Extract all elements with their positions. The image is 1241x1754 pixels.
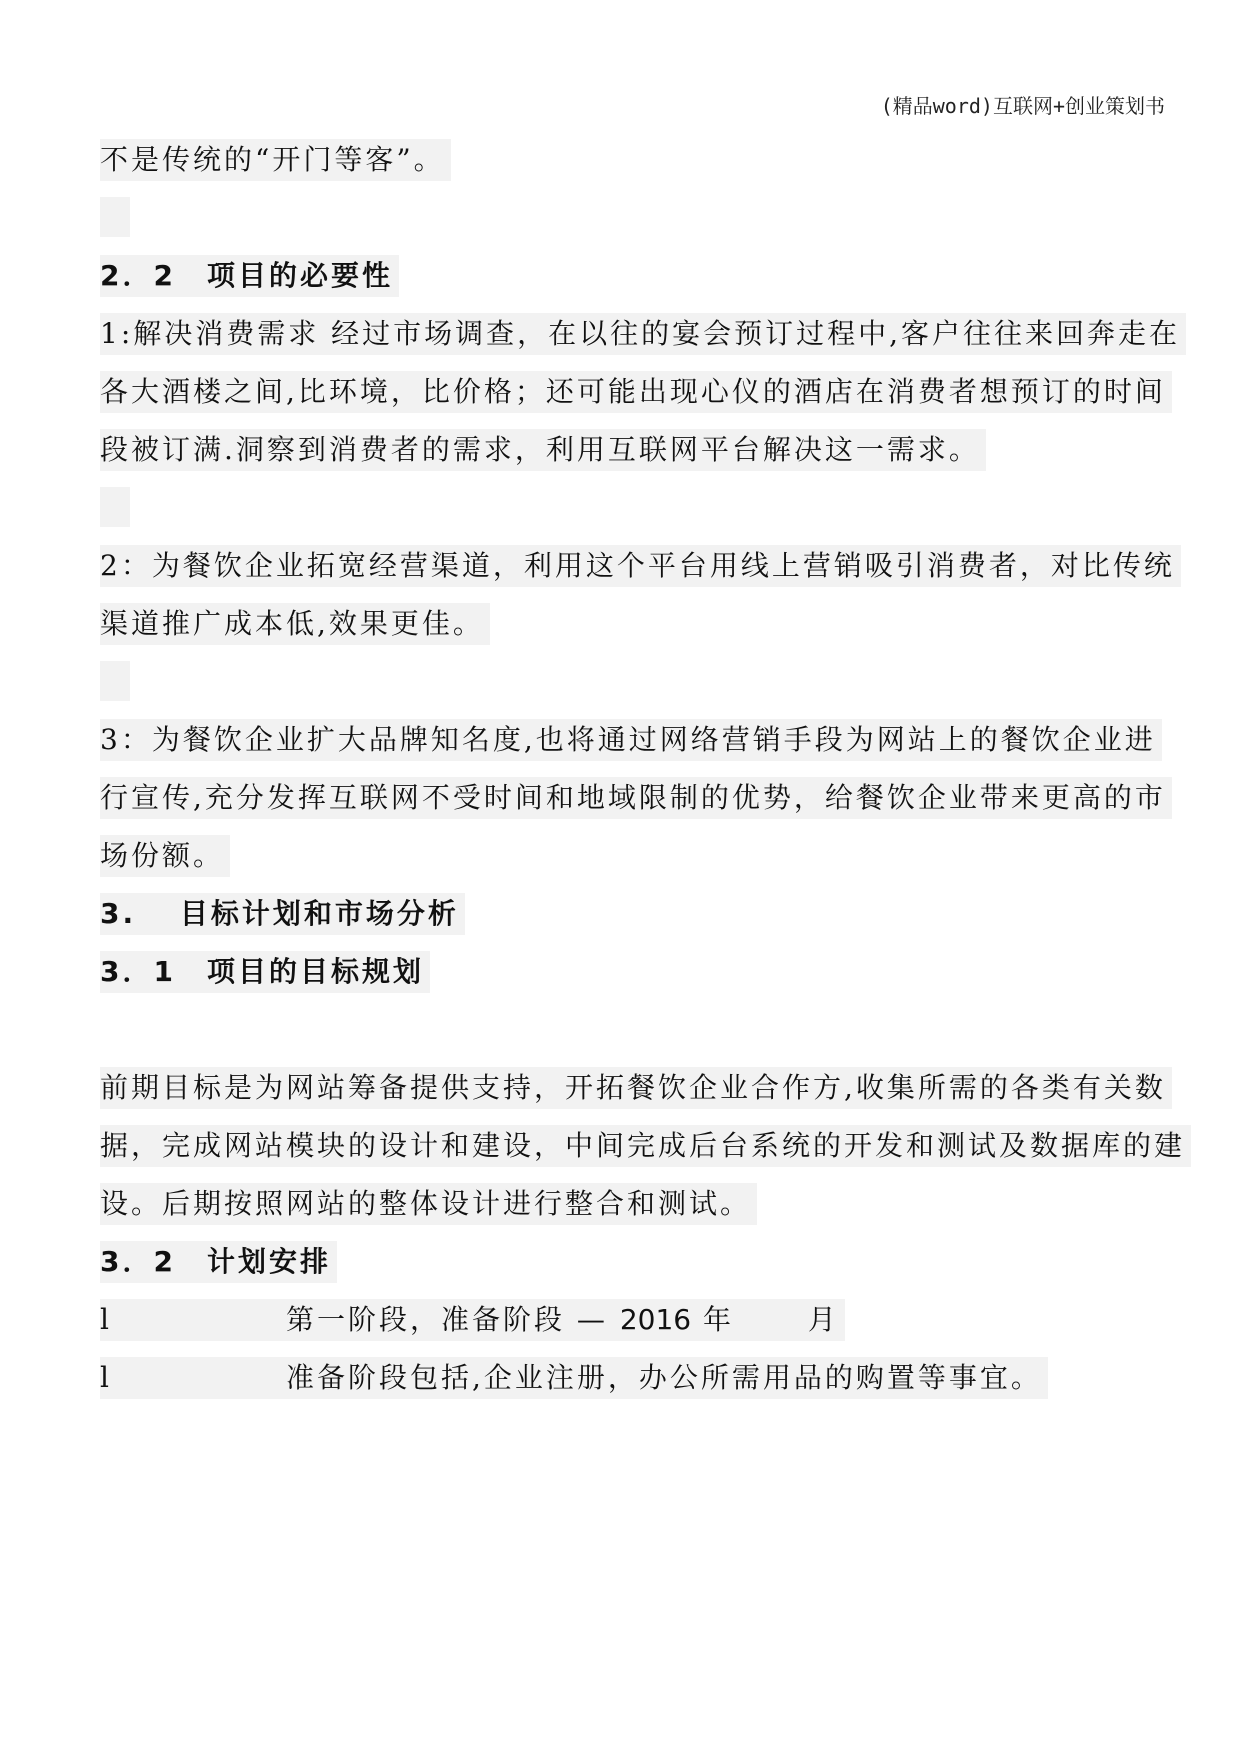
section-heading-2-2: 2．2 项目的必要性: [100, 255, 399, 297]
paragraph-line: 不是传统的“开门等客”。: [100, 139, 451, 181]
paragraph-line: 3：为餐饮企业扩大品牌知名度,也将通过网络营销手段为网站上的餐饮企业进: [100, 719, 1162, 761]
bullet-item: [100, 1357, 1048, 1399]
blank-line: [100, 487, 130, 527]
bullet-mark: l: [100, 1361, 109, 1394]
paragraph-line: 设。后期按照网站的整体设计进行整合和测试。: [100, 1183, 757, 1225]
paragraph-line: 渠道推广成本低,效果更佳。: [100, 603, 490, 645]
section-heading-3-1: 3．1 项目的目标规划: [100, 951, 430, 993]
paragraph-line: 2：为餐饮企业拓宽经营渠道，利用这个平台用线上营销吸引消费者，对比传统: [100, 545, 1181, 587]
blank-line: [100, 197, 130, 237]
paragraph-line: 各大酒楼之间,比环境，比价格；还可能出现心仪的酒店在消费者想预订的时间: [100, 371, 1172, 413]
bullet-text: 准备阶段包括,企业注册，办公所需用品的购置等事宜。: [286, 1361, 1042, 1394]
paragraph-line: 场份额。: [100, 835, 230, 877]
blank-line: [100, 661, 130, 701]
bullet-text: 第一阶段，准备阶段 —: [286, 1303, 620, 1336]
paragraph-line: 行宣传,充分发挥互联网不受时间和地域限制的优势，给餐饮企业带来更高的市: [100, 777, 1172, 819]
bullet-text-month: 年 月: [691, 1303, 839, 1336]
paragraph-line: 1:解决消费需求 经过市场调查，在以往的宴会预订过程中,客户往往来回奔走在: [100, 313, 1186, 355]
bullet-year: 2016: [619, 1303, 692, 1336]
section-heading-3: 3. 目标计划和市场分析: [100, 893, 465, 935]
bullet-item: [100, 1299, 845, 1341]
paragraph-line: 据，完成网站模块的设计和建设，中间完成后台系统的开发和测试及数据库的建: [100, 1125, 1191, 1167]
paragraph-line: 段被订满.洞察到消费者的需求，利用互联网平台解决这一需求。: [100, 429, 986, 471]
bullet-mark: l: [100, 1303, 109, 1336]
section-heading-3-2: 3．2 计划安排: [100, 1241, 337, 1283]
paragraph-line: 前期目标是为网站筹备提供支持，开拓餐饮企业合作方,收集所需的各类有关数: [100, 1067, 1172, 1109]
page-header: (精品word)互联网+创业策划书: [880, 94, 1165, 118]
